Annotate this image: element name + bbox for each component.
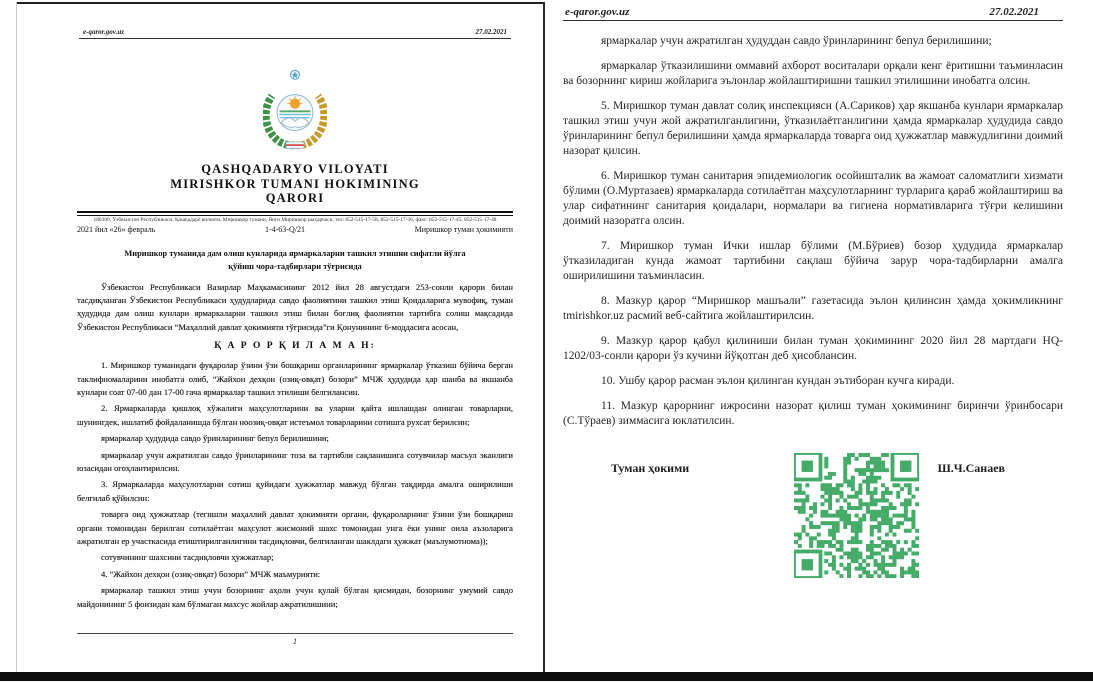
doc-paragraph: 7. Миришкор туман Ички ишлар бўлими (М.Бўриев) бозор ҳудудида ярмаркалар ўтказиладиган кунда жамоат тартибини сақлаш бўйича зарур чора-тадбирларни амалга оширилишини таъминласин. [563,240,1063,282]
signer-name: Ш.Ч.Санаев [937,461,1005,475]
page1-header [77,28,513,38]
decree-page-1 [17,4,543,670]
doc-paragraph: 8. Мазкур қарор “Миришкор машъали” газетасида эълон қилинсин ҳамда ҳокимликнинг tmirishkor.uz расмий веб-сайтига жойлаштирилсин. [563,295,1063,322]
authority-address-line: 180300, Ўзбекистон Республикаси, Қашқадарё вилояти, Миришкор тумани, Янги Миришкор шаҳарчаси, тел: 852-515-17-58, 852-515-17-36, факс: 852-515-17-45, 852-515-17-48 [93,216,497,223]
doc-paragraph: сотувчининг шахсини тасдиқловчи ҳужжатлар; [101,552,274,563]
doc-paragraph: 6. Миришкор туман санитария эпидемиологик осойишталик ва жамоат саломатлиги хизмати бўлими (О.Муртазаев) ярмаркаларда сотилаётган маҳсулотларнинг турларига қараб жойлаштириш ва улар сифатининг санитария қоидалари, нормалари ва гигиена нормативларига тўғри келишини доимий назоратга олсин. [563,170,1063,227]
decree-title: Миришкор туманида дам олиш кунларида ярмаркаларни ташкил этишни сифатли йўлга қўйиш чора-тадбирлари тўғрисида [124,248,466,271]
page-number: 1 [77,633,513,646]
doc-paragraph: ярмаркалар учун ажратилган савдо ўринларининг тоза ва тартибли сақланишига сотувчилар масъул эканлиги юзасидан огоҳлантирилсин. [77,449,513,473]
doc-paragraph: ярмаркалар ташкил этиш учун бозорнинг аҳоли учун қулай бўлган қисмидан, бозорнинг умумий савдо майдонининг 5 фоизидан кам бўлмаган махсус жойлар ажратилишини; [77,585,513,609]
decree-date: 2021 йил «26» февраль [77,224,156,234]
doc-paragraph: 9. Мазкур қарор қабул қилиниши билан туман ҳокимининг 2020 йил 28 мартдаги HQ-1202/03-сонли қарори ўз кучини йўқотган деб ҳисоблансин. [563,335,1063,362]
decree-org-name: Миришкор туман ҳокимияти [414,224,513,234]
doc-paragraph: ярмаркалар ҳудудида савдо ўринларининг бепул берилишини; [101,433,329,444]
preamble-paragraph: Ўзбекистон Республикаси Вазирлар Маҳкамасининг 2012 йил 28 августдаги 253-сонли қарори билан тасдиқланган Ўзбекистон Республикаси ҳудудларида савдо фаолиятини ташкил этиш Қоидаларига мувофиқ, туман ҳудудида дам олиш кунлари ярмаркаларни ташкил этиш билан боғлиқ фаолиятни тартибга солиш мақсадида Ўзбекистон Республикаси “Маҳаллий давлат ҳокимияти тўғрисида”ги Қонунининг 6-моддасига асосан, [77,281,513,332]
qr-code [794,453,919,578]
doc-paragraph: 1. Миришкор туманидаги фуқаролар ўзини ўзи бошқариш органларининг ярмаркалар ўтказиш бўйича берган таклифномаларини инобатга олиб, “Жайхон дехқон (озиқ-овқат) бозори” МЧЖ ҳудудида ҳар шанба ва якшанба кунлари соат 07-00 дан 17-00 гача ярмаркалар ташкил этилиши белгилансин. [77,360,513,397]
source-site-label: e-qaror.gov.uz [565,6,630,18]
decree-page-2 [545,0,1093,672]
letterhead-double-rule [77,211,513,216]
doc-paragraph: 10. Ушбу қарор расман эълон қилинган кундан эътиборан кучга киради. [601,375,955,387]
doc-paragraph: товарга оид ҳужжатлар (тегишли маҳаллий давлат ҳокимияти органи, фуқароларнинг ўзини ўзи бошқариш органи томонидан берилган сотилаётган маҳсулот жисмоний шахс томонидан унга ёки унинг оила аъзоларига ажратилган ер участкасида етиштирилганлигини тасдиқловчи, белгиланган шаклдаги ҳужжат (маълумотнома)); [77,509,513,546]
source-site-label: e-qaror.gov.uz [83,28,124,36]
page2-header [563,6,1063,20]
doc-paragraph: 5. Миришкор туман давлат солиқ инспекцияси (А.Сариков) ҳар якшанба кунлари ярмаркалар ташкил этиш учун жой ажратилганлигини, ўтказилаётганлигини ҳамда ярмаркалар ҳудудида савдо ўринларининг бепул берилишини ҳамда ярмаркаларда товарга оид ҳужжатлар мавжудлигини доимий назорат қилсин. [563,100,1063,157]
document-date: 27.02.2021 [475,28,507,36]
page2-body [563,34,1063,578]
decree-number: 1-4-63-Q/21 [264,224,305,234]
doc-paragraph: ярмаркалар ўтказилишини оммавий ахборот воситалари орқали кенг ёритишни таъминласин ва бозорнинг кириш жойларига эълонлар жойлаштиришни ташкил этилишини инобатга олсин. [563,60,1063,87]
decree-meta-row [77,225,513,234]
doc-paragraph: ярмаркалар учун ажратилган ҳудуддан савдо ўринларининг бепул берилишини; [601,35,992,47]
document-date: 27.02.2021 [989,6,1039,18]
page1-body [77,281,513,612]
signer-position: Туман ҳокими [611,461,690,475]
issuing-authority-title: QASHQADARYO VILOYATI MIRISHKOR TUMANI HOKIMINING QARORI [170,162,420,205]
resolution-heading: Қ А Р О Р Қ И Л А М А Н: [214,341,376,352]
header-rule [79,38,511,39]
doc-paragraph: 11. Мазкур қарорнинг ижросини назорат қилиш туман ҳокимининг биринчи ўринбосари (С.Тўраев) зиммасига юклатилсин. [563,400,1063,427]
signature-block [563,453,1063,578]
doc-paragraph: 2. Ярмаркаларда қишлоқ хўжалиги маҳсулотларини ва уларни қайта ишлашдан олинган товарларни, шунингдек, ишлатиб фойдаланишда бўлган ноозиқ-овқат истеъмол товарларини сотишга рухсат берилсин; [77,403,513,427]
doc-paragraph: 4. “Жайхон дехқон (озиқ-овқат) бозори” МЧЖ маъмурияти: [101,568,321,579]
header-rule [563,20,1063,21]
uzbekistan-state-emblem-icon [263,67,327,153]
doc-paragraph: 3. Ярмаркаларда маҳсулотларни сотиш қуйидаги ҳужжатлар мавжуд бўлган тақдирда амалга оширилиши белгилаб қўйилсин: [77,479,513,503]
frame-bottom-border [0,672,1093,681]
